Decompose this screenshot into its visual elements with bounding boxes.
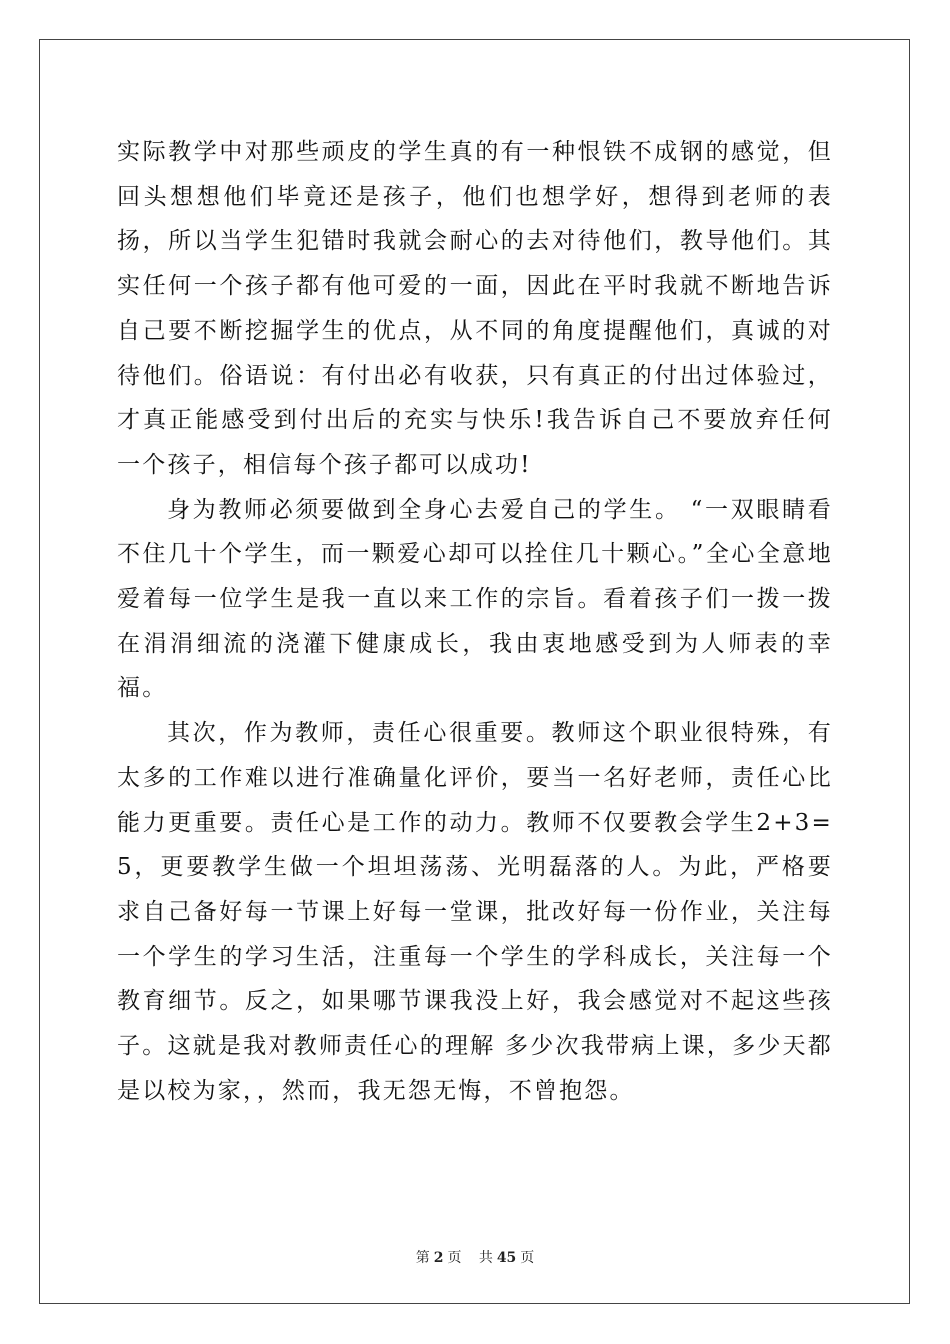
footer-page-unit: 页 [447,1250,462,1266]
footer-total-unit: 页 [520,1250,535,1266]
footer-total-prefix: 共 [478,1250,493,1266]
document-body [117,130,833,1113]
page-footer [0,1247,950,1267]
footer-total-pages: 45 [496,1250,517,1266]
paragraph-3: 其次，作为教师，责任心很重要。教师这个职业很特殊，有太多的工作难以进行准确量化评价，要当一名好老师，责任心比能力更重要。责任心是工作的动力。教师不仅要教会学生2+3=5，更要教学生做一个坦坦荡荡、光明磊落的人。为此，严格要求自己备好每一节课上好每一堂课，批改好每一份作业，关注每一个学生的学习生活，注重每一个学生的学科成长，关注每一个教育细节。反之，如果哪节课我没上好，我会感觉对不起这些孩子。这就是我对教师责任心的理解 多少次我带病上课，多少天都是以校为家，，然而，我无怨无悔，不曾抱怨。 [117,720,833,1104]
paragraph-1: 实际教学中对那些顽皮的学生真的有一种恨铁不成钢的感觉，但回头想想他们毕竟还是孩子，他们也想学好，想得到老师的表扬，所以当学生犯错时我就会耐心的去对待他们，教导他们。其实任何一个孩子都有他可爱的一面，因此在平时我就不断地告诉自己要不断挖掘学生的优点，从不同的角度提醒他们，真诚的对待他们。俗语说：有付出必有收获，只有真正的付出过体验过，才真正能感受到付出后的充实与快乐!我告诉自己不要放弃任何一个孩子，相信每个孩子都可以成功! [117,139,833,478]
paragraph-2: 身为教师必须要做到全身心去爱自己的学生。 “一双眼睛看不住几十个学生，而一颗爱心却可以拴住几十颗心。”全心全意地爱着每一位学生是我一直以来工作的宗旨。看着孩子们一拨一拨在涓涓细流的浇灌下健康成长，我由衷地感受到为人师表的幸福。 [117,496,833,702]
footer-current-page: 2 [433,1250,444,1266]
footer-page-prefix: 第 [415,1250,430,1266]
